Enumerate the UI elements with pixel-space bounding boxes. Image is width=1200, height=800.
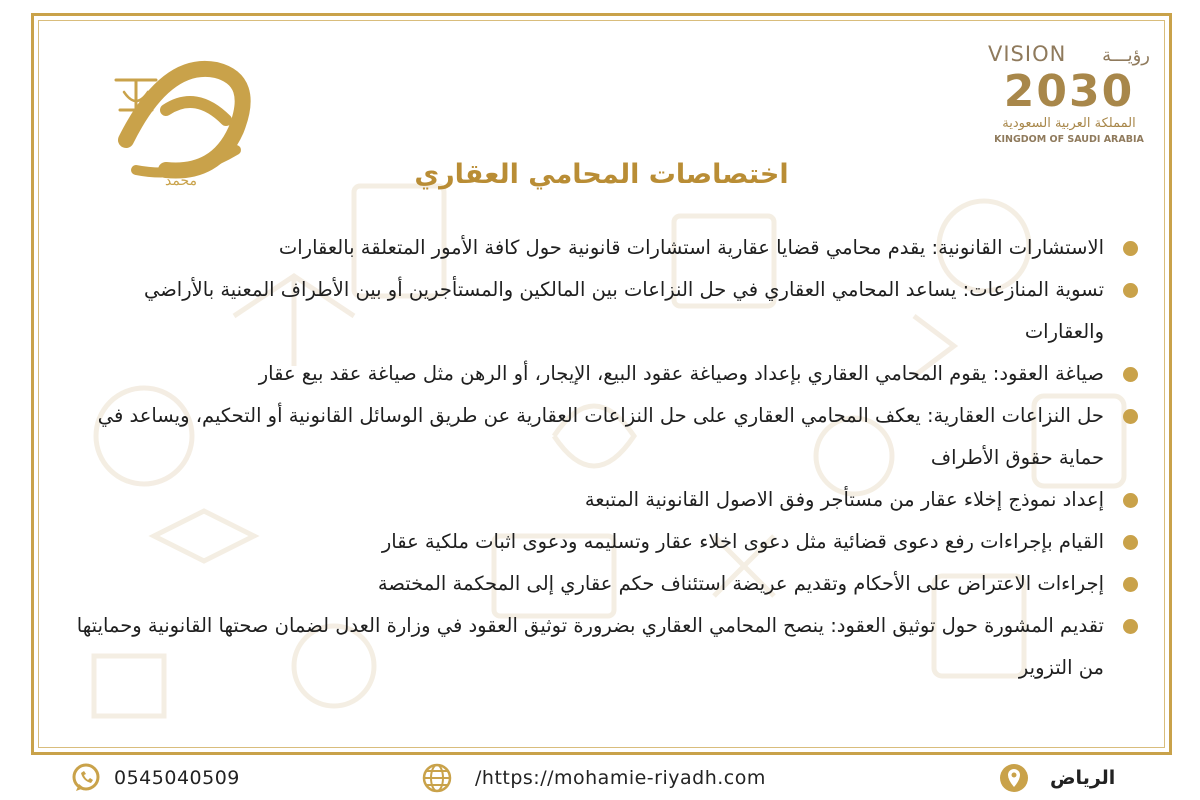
website-url: /https://mohamie-riyadh.com [475,767,766,789]
globe-icon [421,762,453,794]
svg-text:VISION: VISION [988,42,1067,66]
list-item: إجراءات الاعتراض على الأحكام وتقديم عريضة استئناف حكم عقاري إلى المحكمة المختصة [74,563,1144,605]
svg-text:المملكة العربية السعودية: المملكة العربية السعودية [1002,116,1136,131]
whatsapp-icon [70,762,102,794]
phone-contact[interactable] [70,760,240,796]
specialties-list [74,227,1144,689]
svg-text:KINGDOM OF SAUDI ARABIA: KINGDOM OF SAUDI ARABIA [994,134,1144,145]
list-item: الاستشارات القانونية: يقدم محامي قضايا عقارية استشارات قانونية حول كافة الأمور المتعلقة بالعقارات [74,227,1144,269]
list-item: حل النزاعات العقارية: يعكف المحامي العقاري على حل النزاعات العقارية عن طريق الوسائل القانونية أو التحكيم، ويساعد في حماية حقوق الأطراف [74,395,1144,479]
website-link[interactable] [421,760,766,796]
list-item: القيام بإجراءات رفع دعوى قضائية مثل دعوى اخلاء عقار وتسليمه ودعوى اثبات ملكية عقار [74,521,1144,563]
city-name: الرياض [1050,767,1116,789]
location-pin-icon [998,762,1030,794]
list-item: تقديم المشورة حول توثيق العقود: ينصح المحامي العقاري بضرورة توثيق العقود في وزارة العدل لضمان صحتها القانونية وحمايتها من التزوير [74,605,1144,689]
list-item: إعداد نموذج إخلاء عقار من مستأجر وفق الاصول القانونية المتبعة [74,479,1144,521]
list-item: صياغة العقود: يقوم المحامي العقاري بإعداد وصياغة عقود البيع، الإيجار، أو الرهن مثل صياغة عقد بيع عقار [74,353,1144,395]
phone-number: 0545040509 [114,767,240,789]
svg-text:رؤيـــة: رؤيـــة [1102,45,1150,66]
content-frame [31,13,1172,755]
page-title: اختصاصات المحامي العقاري [414,159,789,190]
svg-text:2030: 2030 [1003,66,1135,117]
vision-2030-logo [984,36,1154,148]
svg-text:محمد: محمد [165,173,197,189]
location [998,760,1115,796]
list-item: تسوية المنازعات: يساعد المحامي العقاري في حل النزاعات بين المالكين والمستأجرين أو بين الأطراف المعنية بالأراضي والعقارات [74,269,1144,353]
